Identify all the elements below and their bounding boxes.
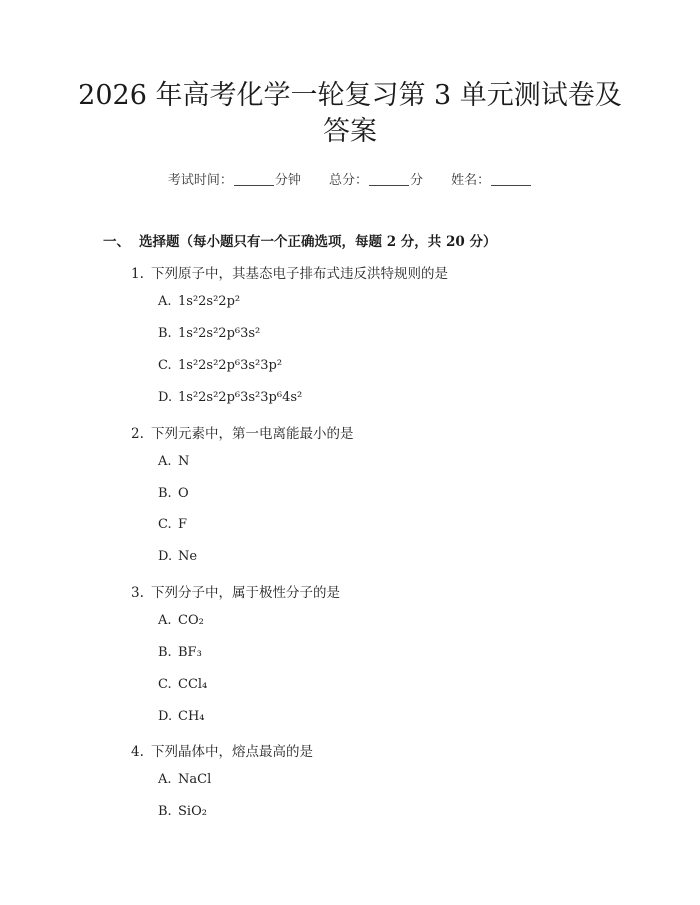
question-2-option-a [158, 454, 189, 469]
name-field [451, 169, 532, 188]
question-text: 下列元素中，第一电离能最小的是 [151, 426, 354, 442]
question-number: 1. [131, 266, 144, 282]
question-4-option-b [158, 804, 207, 819]
question-text: 下列晶体中，熔点最高的是 [151, 744, 313, 760]
total-score-unit: 分 [410, 173, 424, 188]
option-text: Ne [178, 549, 198, 564]
question-3-option-a [158, 613, 204, 628]
question-3 [131, 581, 340, 601]
option-letter: A. [158, 454, 172, 469]
option-letter: A. [158, 294, 172, 309]
name-label: 姓名： [451, 173, 491, 188]
question-1 [131, 262, 448, 282]
exam-time-label: 考试时间： [167, 173, 233, 188]
option-text: SiO₂ [178, 804, 207, 819]
option-text: F [178, 517, 188, 532]
exam-info-row [0, 169, 700, 188]
option-text: CH₄ [178, 709, 205, 724]
question-4 [131, 740, 313, 760]
total-score-label: 总分： [328, 173, 368, 188]
option-letter: D. [158, 709, 173, 724]
question-2-option-c [158, 517, 187, 532]
exam-time-blank[interactable] [234, 173, 274, 186]
option-text: CO₂ [178, 613, 204, 628]
question-number: 4. [131, 744, 144, 760]
option-text: 1s²2s²2p⁶3s²3p⁶4s² [178, 390, 303, 405]
question-4-option-a [158, 772, 211, 787]
title-line-2: 答案 [323, 116, 377, 147]
option-letter: C. [158, 358, 172, 373]
option-text: O [178, 486, 189, 501]
option-letter: B. [158, 486, 172, 501]
question-2 [131, 422, 354, 442]
option-letter: A. [158, 613, 172, 628]
question-text: 下列分子中，属于极性分子的是 [151, 585, 340, 601]
option-letter: D. [158, 390, 173, 405]
section-title: 选择题（每小题只有一个正确选项，每题 2 分，共 20 分） [139, 234, 497, 250]
option-text: 1s²2s²2p⁶3s² [178, 326, 261, 341]
question-2-option-d [158, 549, 197, 564]
option-text: 1s²2s²2p² [178, 294, 241, 309]
question-number: 3. [131, 585, 144, 601]
option-letter: C. [158, 677, 172, 692]
option-text: NaCl [178, 772, 212, 787]
exam-time-unit: 分钟 [274, 173, 301, 188]
question-1-option-c [158, 358, 282, 373]
question-number: 2. [131, 426, 144, 442]
question-3-option-c [158, 677, 207, 692]
question-text: 下列原子中，其基态电子排布式违反洪特规则的是 [151, 266, 448, 282]
option-letter: D. [158, 549, 173, 564]
section-number: 一、 [103, 234, 130, 250]
option-text: BF₃ [178, 645, 202, 660]
option-text: N [178, 454, 190, 469]
name-blank[interactable] [491, 173, 531, 186]
option-letter: B. [158, 804, 172, 819]
option-letter: B. [158, 645, 172, 660]
total-score-field [329, 169, 423, 188]
question-1-option-d [158, 390, 302, 405]
option-letter: C. [158, 517, 172, 532]
option-letter: B. [158, 326, 172, 341]
exam-time-field [168, 169, 301, 188]
title-line-1: 2026 年高考化学一轮复习第 3 单元测试卷及 [78, 80, 622, 111]
section-heading [103, 230, 496, 250]
option-letter: A. [158, 772, 172, 787]
question-3-option-d [158, 709, 205, 724]
question-1-option-a [158, 294, 240, 309]
option-text: CCl₄ [178, 677, 208, 692]
option-text: 1s²2s²2p⁶3s²3p² [178, 358, 283, 373]
total-score-blank[interactable] [369, 173, 409, 186]
page-title [0, 78, 700, 150]
question-2-option-b [158, 486, 189, 501]
question-1-option-b [158, 326, 260, 341]
question-3-option-b [158, 645, 202, 660]
